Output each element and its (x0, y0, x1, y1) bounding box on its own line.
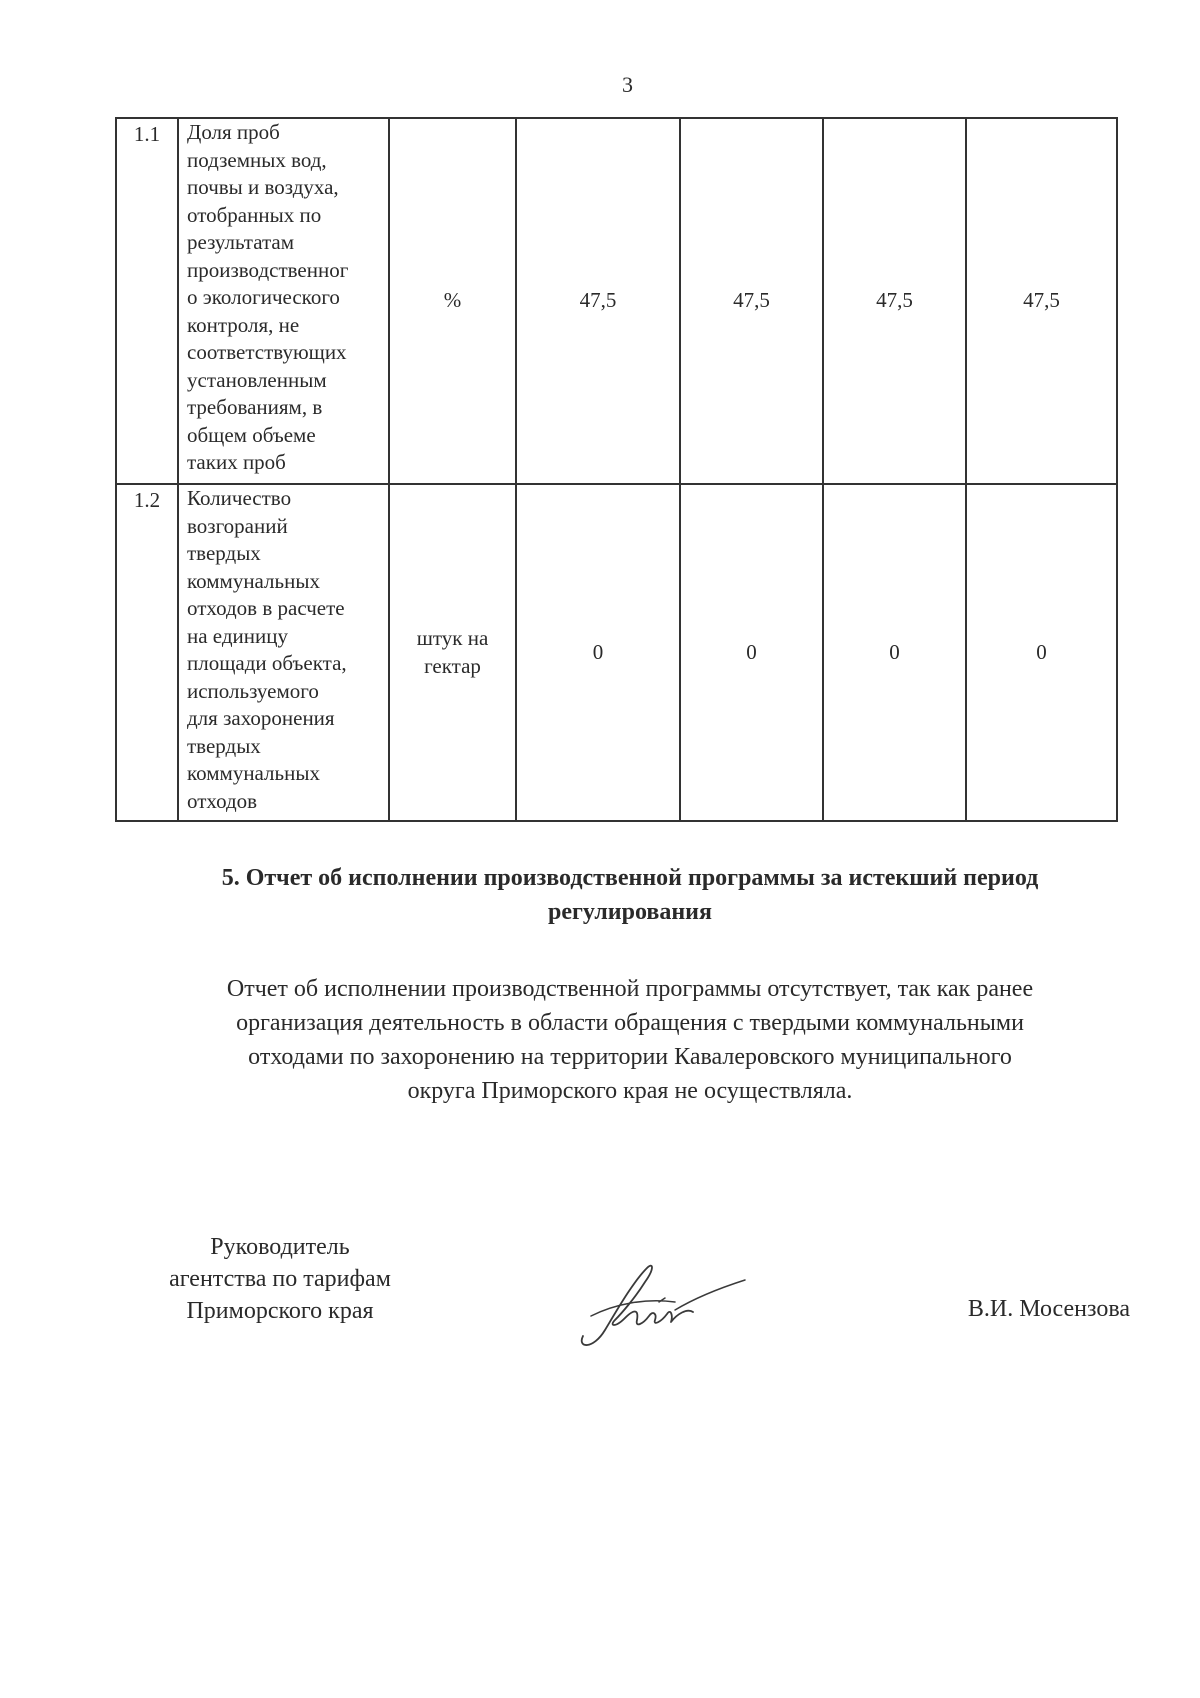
table-row (116, 484, 1117, 821)
unit-cell: штук на гектар (389, 484, 516, 821)
value-cell: 0 (680, 484, 823, 821)
indicator-name: Доля проб подземных вод, почвы и воздуха, отобранных по результатам производственног о экологического контроля, не соответствующих установленным требованиям, в общем объеме таких проб (178, 118, 389, 484)
page-number: 3 (622, 72, 633, 97)
signer-name: В.И. Мосензова (967, 1296, 1130, 1322)
value-cell: 0 (516, 484, 680, 821)
section-heading: 5. Отчет об исполнении производственной программы за истекший период регулирования (221, 865, 1039, 925)
value-cell: 0 (823, 484, 966, 821)
value-cell: 47,5 (680, 118, 823, 484)
indicator-name: Количество возгораний твердых коммунальных отходов в расчете на единицу площади объекта, используемого для захоронения твердых коммунальных отходов (178, 484, 389, 821)
section-paragraph: Отчет об исполнении производственной программы отсутствует, так как ранее организация деятельность в области обращения с твердыми коммунальными отходами по захоронению на территории Кавалеровского муниципального округа Приморского края не осуществляла. (226, 976, 1034, 1104)
value-cell: 47,5 (516, 118, 680, 484)
unit-cell: % (389, 118, 516, 484)
value-cell: 47,5 (823, 118, 966, 484)
value-cell: 47,5 (966, 118, 1117, 484)
value-cell: 0 (966, 484, 1117, 821)
indicators-table (115, 117, 1118, 822)
table-row (116, 118, 1117, 484)
row-number: 1.2 (116, 484, 178, 821)
handwritten-signature (575, 1258, 755, 1358)
signer-title: Руководитель агентства по тарифам Приморского края (169, 1234, 391, 1324)
row-number: 1.1 (116, 118, 178, 484)
